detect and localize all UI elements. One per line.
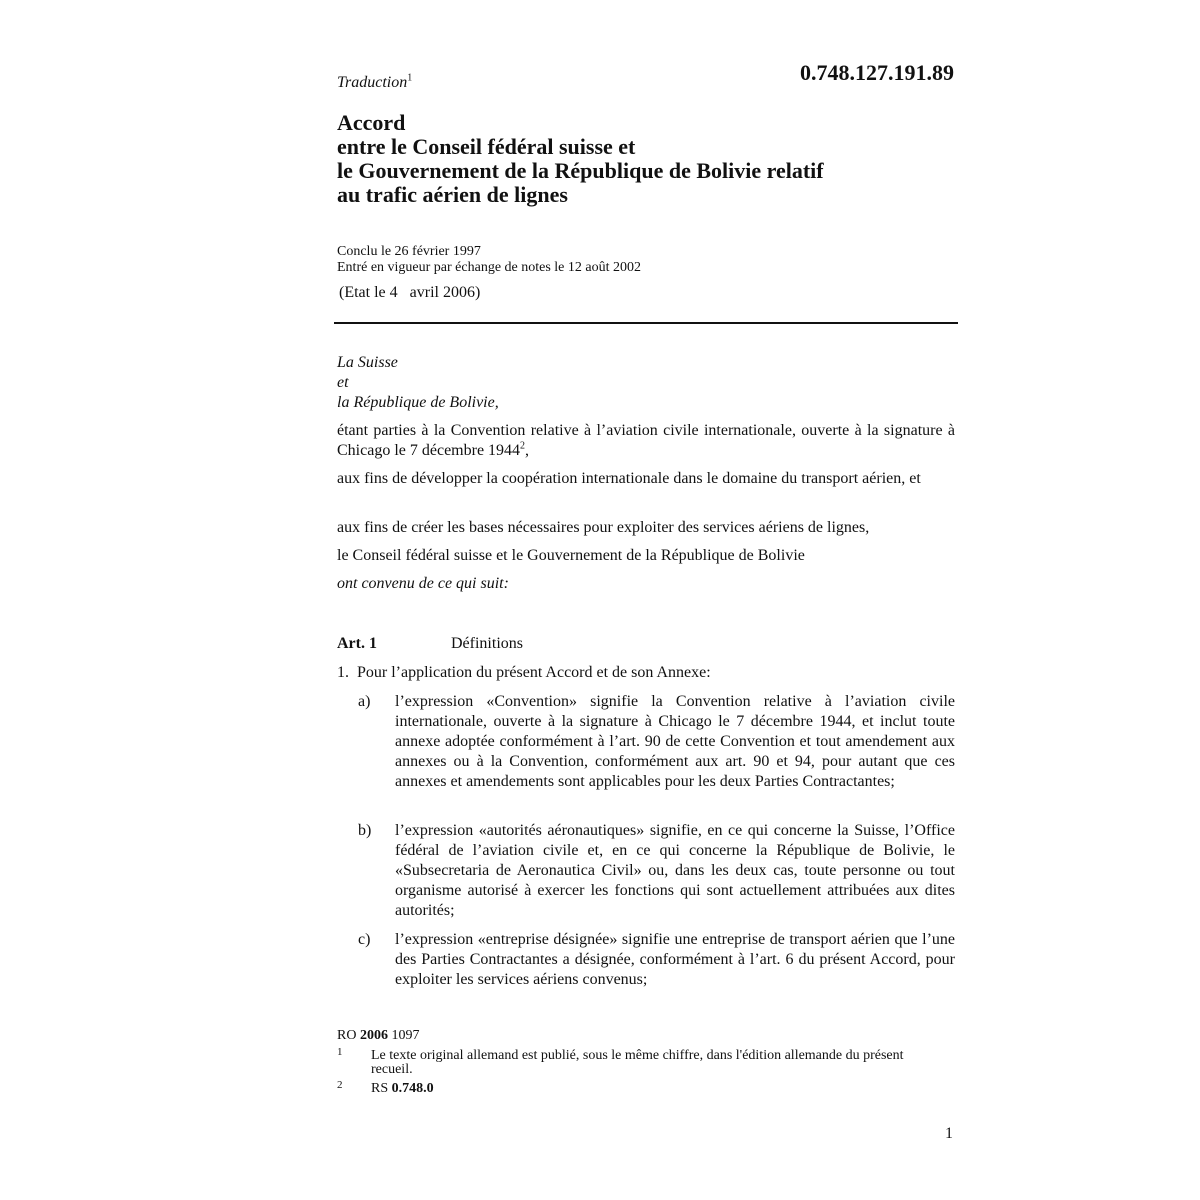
footnote-prefix: RS — [371, 1081, 389, 1096]
title-line-1: Accord — [337, 110, 406, 135]
clause-4-text: le Conseil fédéral suisse et le Gouvernement de la République de Bolivie — [337, 547, 805, 564]
footnote-number: 1 — [337, 1046, 343, 1058]
ro-year: 2006 — [359, 1028, 388, 1043]
footnote-2 — [337, 1079, 941, 1096]
item-label: c) — [358, 931, 371, 948]
page-number: 1 — [945, 1125, 953, 1142]
item-text: l’expression «entreprise désignée» signifie une entreprise de transport aérien que l’une des Parties Contractantes a désignée, conformément à l’art. 6 du présent Accord, pour exploiter les services aériens convenus; — [395, 931, 955, 988]
concluded-date: Conclu le 26 février 1997 — [337, 244, 481, 259]
article-title: Définitions — [451, 635, 523, 652]
footnote-1 — [337, 1046, 941, 1077]
article-1-paragraph-1: 1. Pour l’application du présent Accord et de son Annexe: — [337, 664, 711, 681]
clause-1-end: , — [525, 442, 530, 459]
article-number: Art. 1 — [337, 635, 377, 652]
party-switzerland: La Suisse — [337, 354, 398, 371]
title-line-4: au trafic aérien de lignes — [337, 182, 568, 207]
clause-2-text: aux fins de développer la coopération internationale dans le domaine du transport aérien, et — [337, 470, 921, 487]
document-title — [337, 111, 824, 207]
item-label: a) — [358, 693, 371, 710]
in-force-date: Entré en vigueur par échange de notes le 12 août 2002 — [337, 260, 642, 275]
dates-block — [337, 244, 641, 276]
status-date: (Etat le 4 avril 2006) — [339, 284, 481, 301]
preamble-clause-1 — [337, 421, 955, 461]
footnote-ref-link[interactable]: 0.748.0 — [391, 1081, 434, 1096]
title-line-2: entre le Conseil fédéral suisse et — [337, 134, 636, 159]
official-collection-ref — [337, 1029, 419, 1043]
translation-text: Traduction — [337, 74, 408, 91]
parties — [337, 353, 955, 413]
item-text: l’expression «Convention» signifie la Convention relative à l’aviation civile internationale, ouverte à la signature à Chicago le 7 décembre 1944, et inclut toute annexe adoptée conformément à l’art. 90 de cette Convention et tout amendement aux annexes ou à la Convention, conformément aux art. 90 et 94, pour autant que ces annexes et amendements sont applicables pour les deux Parties Contractantes; — [395, 693, 955, 790]
clause-1-text: étant parties à la Convention relative à l’aviation civile internationale, ouverte à la signature à Chicago le 7 décembre 1944 — [337, 422, 955, 459]
item-label: b) — [358, 822, 372, 839]
ro-page: 1097 — [391, 1028, 420, 1043]
header-divider — [334, 322, 958, 324]
article-1-heading — [337, 635, 523, 653]
party-bolivia: la République de Bolivie, — [337, 394, 499, 411]
definition-item-b — [358, 821, 955, 921]
agreement-clause: ont convenu de ce qui suit: — [337, 575, 509, 592]
item-text: l’expression «autorités aéronautiques» signifie, en ce qui concerne la Suisse, l’Office fédéral de l’aviation civile et, en ce qui concerne la République de Bolivie, le «Subsecretaria de Aeronautica Civil» ou, dans les deux cas, toute personne ou tout organisme autorisé à exercer les fonctions qui sont actuellement attribuées aux dites autorités; — [395, 822, 955, 919]
footnote-text: Le texte original allemand est publié, sous le même chiffre, dans l'édition allemande du présent recueil. — [371, 1048, 904, 1077]
clause-3-text: aux fins de créer les bases nécessaires pour exploiter des services aériens de lignes, — [337, 519, 870, 536]
preamble-clause-4 — [337, 546, 955, 566]
translation-label — [337, 74, 412, 92]
footnote-ref-1[interactable]: 1 — [407, 72, 413, 84]
definition-item-a — [358, 692, 955, 792]
title-line-3: le Gouvernement de la République de Bolivie relatif — [337, 158, 824, 183]
reference-number: 0.748.127.191.89 — [800, 60, 954, 85]
footnote-ref-2[interactable]: 2 — [520, 440, 526, 452]
preamble-clause-2 — [337, 469, 955, 489]
footnote-number: 2 — [337, 1079, 343, 1091]
party-conjunction: et — [337, 374, 349, 391]
definition-item-c — [358, 930, 955, 990]
preamble-clause-3 — [337, 518, 955, 538]
ro-prefix: RO — [337, 1028, 357, 1043]
